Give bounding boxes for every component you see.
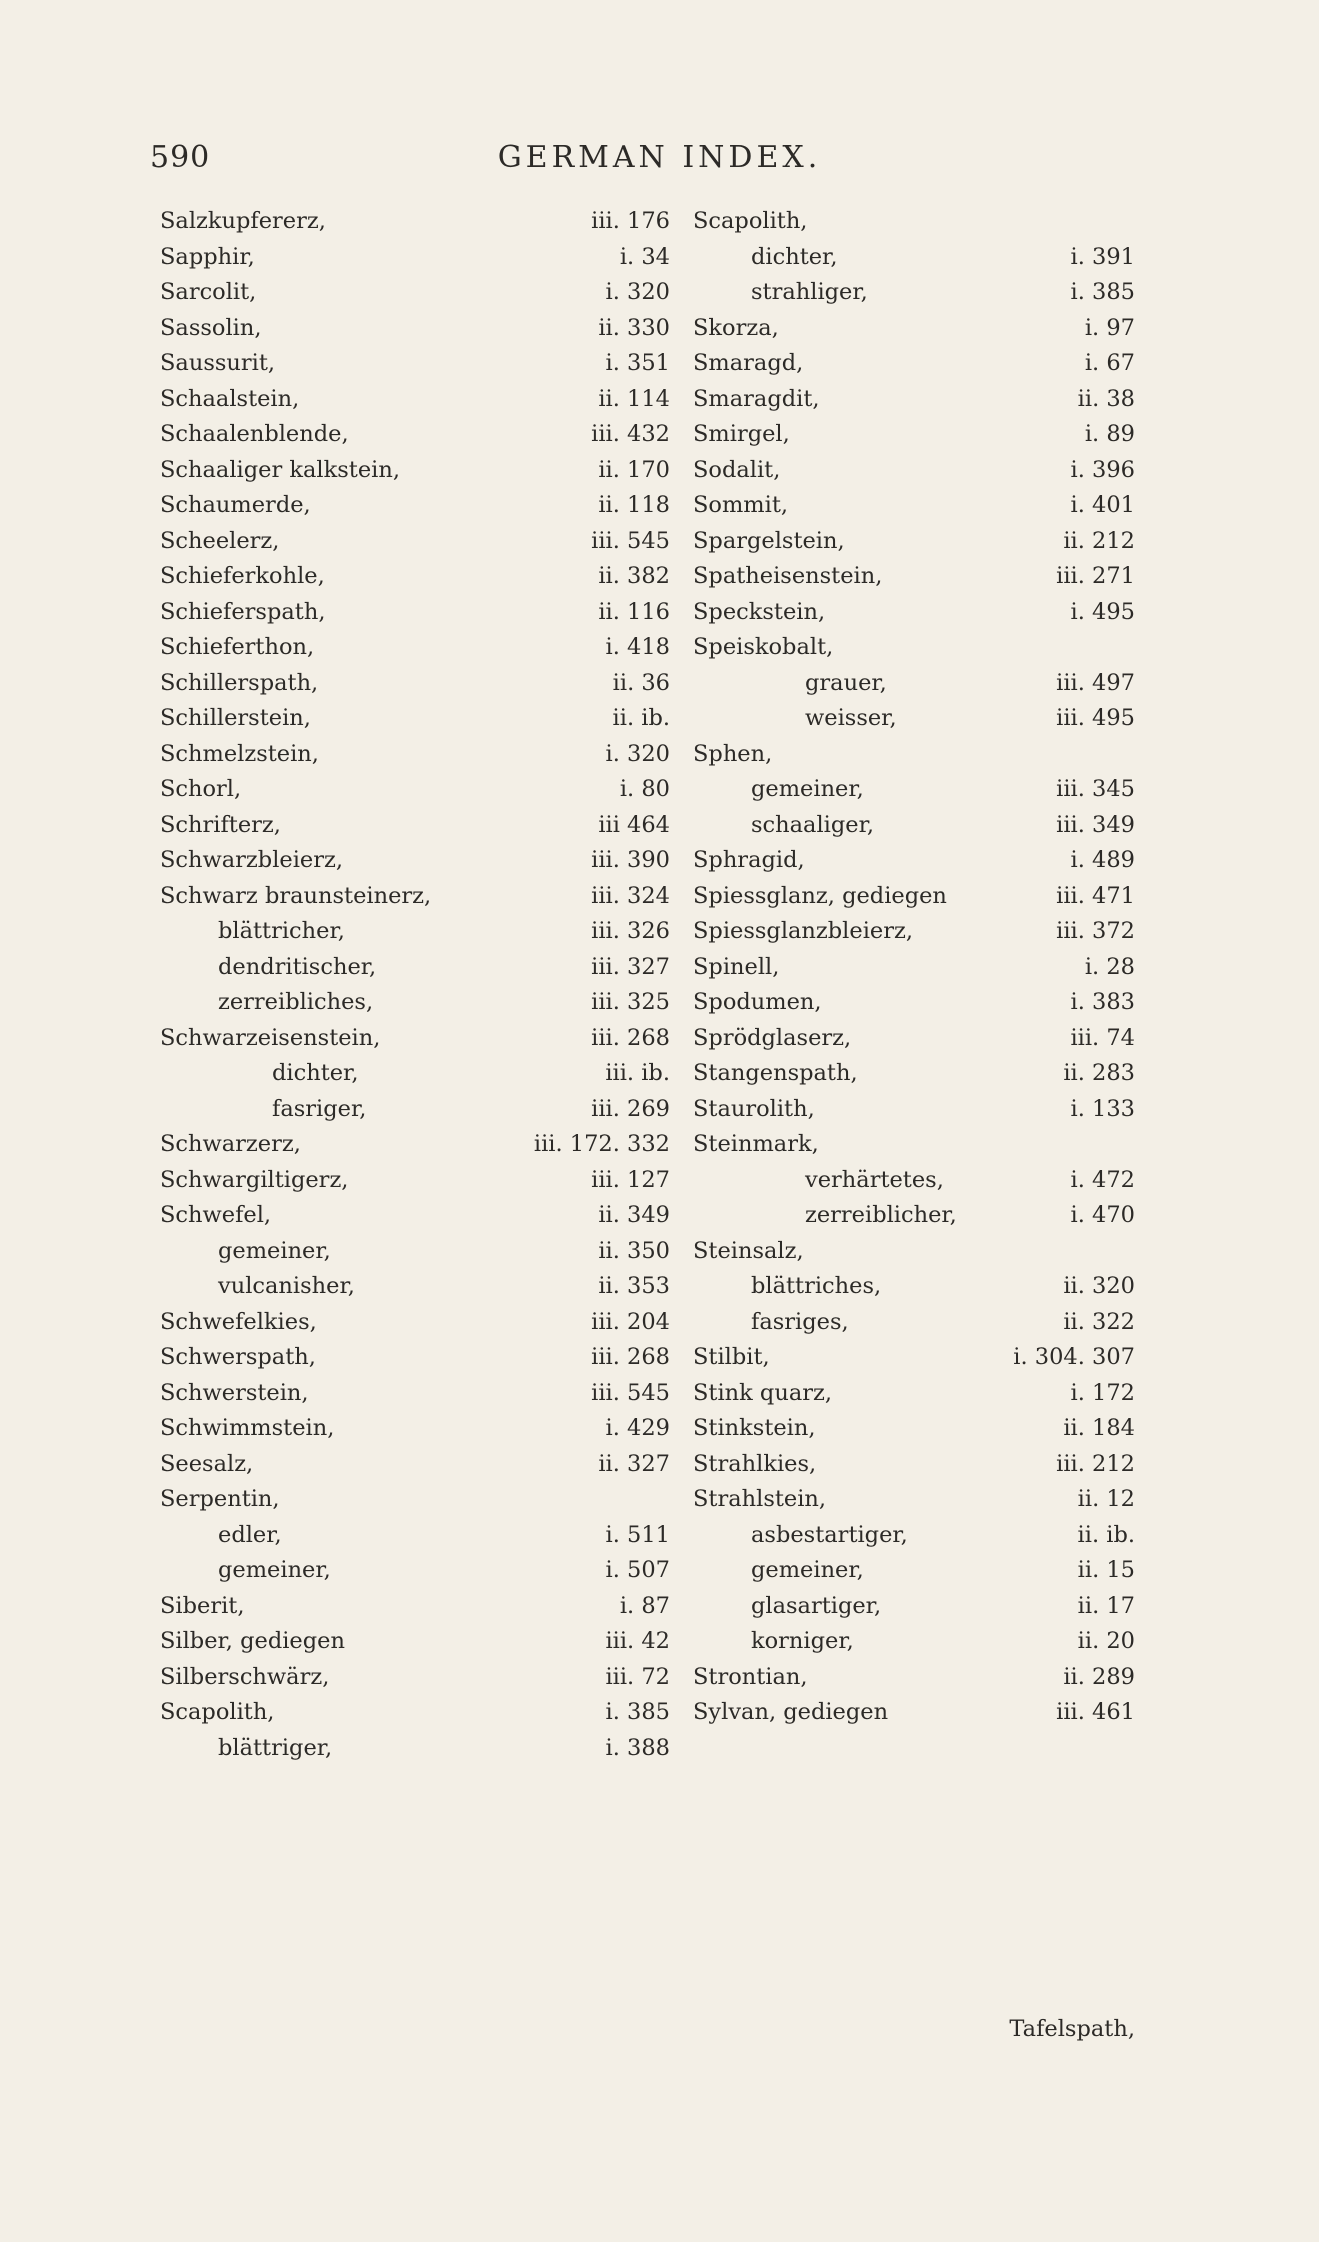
index-entry — [160, 1163, 670, 1199]
index-reference: i. 320 — [605, 279, 670, 305]
index-reference: ii. 15 — [1077, 1557, 1135, 1583]
index-reference: i. 67 — [1084, 350, 1135, 376]
index-term: Strahlkies, — [693, 1450, 817, 1477]
index-entry — [160, 346, 670, 382]
index-term: Sphragid, — [693, 847, 805, 873]
index-reference: iii. 204 — [591, 1308, 670, 1335]
index-term: gemeiner, — [218, 1237, 331, 1264]
index-reference: iii. 268 — [591, 1024, 670, 1051]
index-entry — [160, 488, 670, 524]
index-term: Schwefel, — [160, 1202, 272, 1228]
index-term: Stinkstein, — [693, 1415, 816, 1441]
catchword: Tafelspath, — [1009, 2016, 1135, 2042]
index-reference: iii. 212 — [1056, 1450, 1135, 1477]
index-reference: iii. 471 — [1056, 882, 1135, 909]
index-reference: iii. 42 — [605, 1628, 670, 1654]
index-reference: i. 320 — [605, 740, 670, 767]
index-term: Smirgel, — [693, 421, 790, 447]
index-term: Sapphir, — [160, 243, 255, 270]
index-entry — [693, 630, 1135, 666]
index-entry — [693, 275, 1135, 311]
index-reference: ii. 353 — [598, 1273, 670, 1299]
index-entry — [160, 1198, 670, 1234]
index-reference: iii. 271 — [1056, 563, 1135, 589]
index-reference: i. 385 — [1070, 279, 1135, 305]
index-term: Sarcolit, — [160, 279, 257, 305]
index-term: dichter, — [272, 1060, 359, 1086]
index-reference: i. 396 — [1070, 456, 1135, 483]
index-reference: i. 418 — [605, 634, 670, 660]
index-reference: i. 495 — [1070, 598, 1135, 625]
index-entry — [160, 1731, 670, 1767]
index-reference: iii. 74 — [1070, 1024, 1135, 1051]
index-term: Seesalz, — [160, 1450, 254, 1477]
index-term: korniger, — [751, 1628, 854, 1654]
index-reference: iii. 372 — [1056, 918, 1135, 944]
index-entry — [693, 559, 1135, 595]
index-entry — [693, 524, 1135, 560]
index-term: Staurolith, — [693, 1095, 815, 1122]
index-reference: i. 89 — [1084, 421, 1135, 447]
index-reference: i. 388 — [605, 1734, 670, 1761]
index-entry — [693, 240, 1135, 276]
index-term: Schieferkohle, — [160, 563, 325, 589]
index-entry — [693, 808, 1135, 844]
index-entry — [693, 1695, 1135, 1731]
index-term: Smaragdit, — [693, 385, 820, 412]
index-term: zerreibliches, — [218, 989, 374, 1015]
index-term: Schwarzerz, — [160, 1131, 301, 1157]
index-term: Stilbit, — [693, 1344, 770, 1370]
index-term: Spinell, — [693, 953, 780, 980]
index-entry — [693, 1021, 1135, 1057]
index-term: Schmelzstein, — [160, 740, 319, 767]
index-term: Salzkupfererz, — [160, 208, 326, 234]
index-entry — [693, 1234, 1135, 1270]
index-term: Sodalit, — [693, 456, 781, 483]
index-term: Schwarz braunsteinerz, — [160, 882, 432, 909]
index-reference: i. 401 — [1070, 492, 1135, 518]
index-reference: ii. 170 — [598, 456, 670, 483]
index-reference: ii. 36 — [612, 669, 670, 696]
index-reference: iii. 325 — [591, 989, 670, 1015]
index-entry — [693, 346, 1135, 382]
index-reference: i. 304. 307 — [1013, 1344, 1135, 1370]
index-term: Sylvan, gediegen — [693, 1699, 889, 1725]
index-term: Spatheisenstein, — [693, 563, 883, 589]
index-reference: ii. ib. — [612, 705, 670, 731]
index-reference: ii. 350 — [598, 1237, 670, 1264]
index-entry — [160, 1340, 670, 1376]
index-reference: i. 511 — [605, 1521, 670, 1548]
index-entry — [693, 1589, 1135, 1625]
index-term: Sprödglaserz, — [693, 1024, 852, 1051]
index-reference: i. 28 — [1084, 953, 1135, 980]
index-reference: iii. 327 — [591, 953, 670, 980]
index-term: Skorza, — [693, 314, 779, 341]
index-entry — [693, 1660, 1135, 1696]
index-entry — [160, 737, 670, 773]
index-entry — [160, 1234, 670, 1270]
index-term: gemeiner, — [218, 1557, 331, 1583]
index-term: Speckstein, — [693, 598, 826, 625]
index-entry — [693, 1269, 1135, 1305]
page-number: 590 — [150, 140, 211, 175]
index-reference: iii. ib. — [605, 1060, 670, 1086]
index-term: Silber, gediegen — [160, 1628, 345, 1654]
index-entry — [693, 879, 1135, 915]
index-reference: i. 172 — [1070, 1379, 1135, 1406]
index-term: Schwimmstein, — [160, 1415, 335, 1441]
index-term: Scheelerz, — [160, 527, 280, 554]
index-reference: ii. 184 — [1063, 1415, 1135, 1441]
index-entry — [160, 1092, 670, 1128]
index-reference: iii. 461 — [1056, 1699, 1135, 1725]
index-reference: ii. 38 — [1077, 385, 1135, 412]
index-reference: i. 383 — [1070, 989, 1135, 1015]
index-term: Sommit, — [693, 492, 789, 518]
index-reference: iii. 497 — [1056, 669, 1135, 696]
index-reference: iii. 172. 332 — [533, 1131, 670, 1157]
index-reference: iii. 268 — [591, 1344, 670, 1370]
index-reference: ii. 320 — [1063, 1273, 1135, 1299]
index-reference: iii. 349 — [1056, 811, 1135, 838]
index-entry — [160, 772, 670, 808]
left-index-column — [160, 204, 670, 1766]
index-entry — [693, 1092, 1135, 1128]
index-term: Strahlstein, — [693, 1486, 827, 1512]
index-reference: iii. 72 — [605, 1663, 670, 1690]
index-entry — [160, 382, 670, 418]
index-term: weisser, — [805, 705, 897, 731]
index-reference: i. 489 — [1070, 847, 1135, 873]
index-entry — [160, 1269, 670, 1305]
index-reference: ii. 349 — [598, 1202, 670, 1228]
index-reference: iii. 326 — [591, 918, 670, 944]
index-term: gemeiner, — [751, 1557, 864, 1583]
index-term: Saussurit, — [160, 350, 276, 376]
index-entry — [160, 879, 670, 915]
index-term: verhärtetes, — [805, 1166, 944, 1193]
index-term: Spiessglanz, gediegen — [693, 882, 947, 909]
index-term: strahliger, — [751, 279, 868, 305]
index-entry — [693, 595, 1135, 631]
index-term: Schaaliger kalkstein, — [160, 456, 400, 483]
index-entry — [693, 1163, 1135, 1199]
index-reference: iii. 127 — [591, 1166, 670, 1193]
index-term: Siberit, — [160, 1592, 245, 1619]
index-entry — [693, 1127, 1135, 1163]
index-reference: ii. 322 — [1063, 1308, 1135, 1335]
index-reference: iii 464 — [598, 811, 670, 838]
index-reference: iii. 545 — [591, 527, 670, 554]
index-term: Steinsalz, — [693, 1237, 804, 1264]
index-entry — [160, 1447, 670, 1483]
index-term: Scapolith, — [160, 1699, 275, 1725]
index-entry — [693, 985, 1135, 1021]
index-entry — [160, 1589, 670, 1625]
index-entry — [693, 950, 1135, 986]
index-reference: i. 87 — [619, 1592, 670, 1619]
index-reference: i. 97 — [1084, 314, 1135, 341]
index-entry — [160, 595, 670, 631]
index-term: Spargelstein, — [693, 527, 845, 554]
index-term: Spiessglanzbleierz, — [693, 918, 913, 944]
index-term: Sassolin, — [160, 314, 262, 341]
index-reference: iii. 432 — [591, 421, 670, 447]
index-term: Schaalstein, — [160, 385, 300, 412]
index-reference: i. 385 — [605, 1699, 670, 1725]
index-entry — [693, 737, 1135, 773]
index-term: Schaumerde, — [160, 492, 311, 518]
index-entry — [693, 914, 1135, 950]
index-entry — [160, 311, 670, 347]
index-entry — [160, 275, 670, 311]
index-term: vulcanisher, — [218, 1273, 355, 1299]
index-entry — [160, 1695, 670, 1731]
index-entry — [693, 843, 1135, 879]
index-entry — [693, 488, 1135, 524]
index-reference: ii. 118 — [598, 492, 670, 518]
index-reference: iii. 345 — [1056, 776, 1135, 802]
index-entry — [160, 453, 670, 489]
index-entry — [693, 1305, 1135, 1341]
index-entry — [160, 1624, 670, 1660]
index-entry — [160, 417, 670, 453]
index-entry — [693, 1056, 1135, 1092]
index-reference: i. 133 — [1070, 1095, 1135, 1122]
index-reference: ii. 327 — [598, 1450, 670, 1477]
index-term: Schieferthon, — [160, 634, 315, 660]
index-term: zerreiblicher, — [805, 1202, 957, 1228]
index-entry — [160, 985, 670, 1021]
index-term: Speiskobalt, — [693, 634, 834, 660]
index-entry — [160, 1056, 670, 1092]
index-entry — [160, 1127, 670, 1163]
index-reference: ii. 20 — [1077, 1628, 1135, 1654]
index-entry — [160, 1482, 670, 1518]
index-reference: ii. 283 — [1063, 1060, 1135, 1086]
index-reference: i. 80 — [619, 776, 670, 802]
index-entry — [693, 1553, 1135, 1589]
index-entry — [693, 772, 1135, 808]
index-term: Schwefelkies, — [160, 1308, 317, 1335]
index-term: blättriches, — [751, 1273, 882, 1299]
index-entry — [693, 1376, 1135, 1412]
index-term: asbestartiger, — [751, 1521, 908, 1548]
index-entry — [693, 382, 1135, 418]
index-term: Schillerspath, — [160, 669, 319, 696]
index-term: Schaalenblende, — [160, 421, 349, 447]
index-entry — [160, 204, 670, 240]
index-entry — [160, 701, 670, 737]
index-entry — [160, 1660, 670, 1696]
index-entry — [160, 666, 670, 702]
index-term: Strontian, — [693, 1663, 808, 1690]
index-term: fasriger, — [272, 1095, 367, 1122]
index-entry — [160, 630, 670, 666]
index-entry — [693, 1198, 1135, 1234]
index-term: blättricher, — [218, 918, 345, 944]
index-entry — [693, 1482, 1135, 1518]
index-entry — [693, 1624, 1135, 1660]
index-reference: iii. 390 — [591, 847, 670, 873]
index-entry — [160, 1376, 670, 1412]
index-term: dendritischer, — [218, 953, 377, 980]
index-reference: i. 507 — [605, 1557, 670, 1583]
index-entry — [160, 1518, 670, 1554]
index-reference: ii. 330 — [598, 314, 670, 341]
index-reference: ii. 114 — [598, 385, 670, 412]
index-term: gemeiner, — [751, 776, 864, 802]
index-reference: i. 472 — [1070, 1166, 1135, 1193]
index-term: Schillerstein, — [160, 705, 311, 731]
page-title: GERMAN INDEX. — [497, 140, 822, 175]
index-entry — [160, 843, 670, 879]
index-entry — [693, 1340, 1135, 1376]
index-term: Schwerspath, — [160, 1344, 316, 1370]
index-entry — [693, 666, 1135, 702]
index-entry — [160, 240, 670, 276]
index-term: Serpentin, — [160, 1486, 280, 1512]
index-reference: ii. 289 — [1063, 1663, 1135, 1690]
index-term: edler, — [218, 1521, 282, 1548]
index-term: grauer, — [805, 669, 887, 696]
index-entry — [160, 1021, 670, 1057]
index-reference: i. 429 — [605, 1415, 670, 1441]
index-term: Schorl, — [160, 776, 242, 802]
index-term: blättriger, — [218, 1734, 333, 1761]
index-reference: ii. 17 — [1077, 1592, 1135, 1619]
index-entry — [693, 701, 1135, 737]
index-reference: iii. 176 — [591, 208, 670, 234]
index-entry — [693, 1518, 1135, 1554]
index-entry — [693, 1411, 1135, 1447]
index-term: glasartiger, — [751, 1592, 882, 1619]
index-entry — [693, 311, 1135, 347]
index-reference: ii. 12 — [1077, 1486, 1135, 1512]
index-reference: i. 391 — [1070, 243, 1135, 270]
index-term: Sphen, — [693, 740, 773, 767]
index-reference: iii. 269 — [591, 1095, 670, 1122]
index-entry — [160, 914, 670, 950]
index-term: Stink quarz, — [693, 1379, 832, 1406]
index-reference: ii. 382 — [598, 563, 670, 589]
index-reference: iii. 495 — [1056, 705, 1135, 731]
index-term: Scapolith, — [693, 208, 808, 234]
index-term: Stangenspath, — [693, 1060, 858, 1086]
index-term: Smaragd, — [693, 350, 804, 376]
index-term: Schrifterz, — [160, 811, 281, 838]
index-reference: ii. 212 — [1063, 527, 1135, 554]
index-term: Schwerstein, — [160, 1379, 309, 1406]
index-reference: i. 351 — [605, 350, 670, 376]
index-entry — [160, 1305, 670, 1341]
index-term: schaaliger, — [751, 811, 875, 838]
index-term: fasriges, — [751, 1308, 849, 1335]
index-entry — [693, 453, 1135, 489]
index-term: Silberschwärz, — [160, 1663, 330, 1690]
index-entry — [693, 417, 1135, 453]
index-term: dichter, — [751, 243, 838, 270]
index-entry — [160, 950, 670, 986]
index-term: Schwargiltigerz, — [160, 1166, 349, 1193]
index-entry — [160, 808, 670, 844]
index-term: Schieferspath, — [160, 598, 326, 625]
index-entry — [160, 1411, 670, 1447]
index-reference: iii. 324 — [591, 882, 670, 909]
index-reference: ii. 116 — [598, 598, 670, 625]
index-term: Schwarzbleierz, — [160, 847, 343, 873]
index-entry — [160, 1553, 670, 1589]
index-entry — [693, 204, 1135, 240]
index-entry — [160, 524, 670, 560]
index-reference: iii. 545 — [591, 1379, 670, 1406]
index-reference: i. 470 — [1070, 1202, 1135, 1228]
index-reference: ii. ib. — [1077, 1521, 1135, 1548]
index-reference: i. 34 — [619, 243, 670, 270]
right-index-column — [693, 204, 1135, 1731]
index-entry — [693, 1447, 1135, 1483]
index-term: Spodumen, — [693, 989, 822, 1015]
index-term: Steinmark, — [693, 1131, 819, 1157]
index-entry — [160, 559, 670, 595]
index-term: Schwarzeisenstein, — [160, 1024, 381, 1051]
